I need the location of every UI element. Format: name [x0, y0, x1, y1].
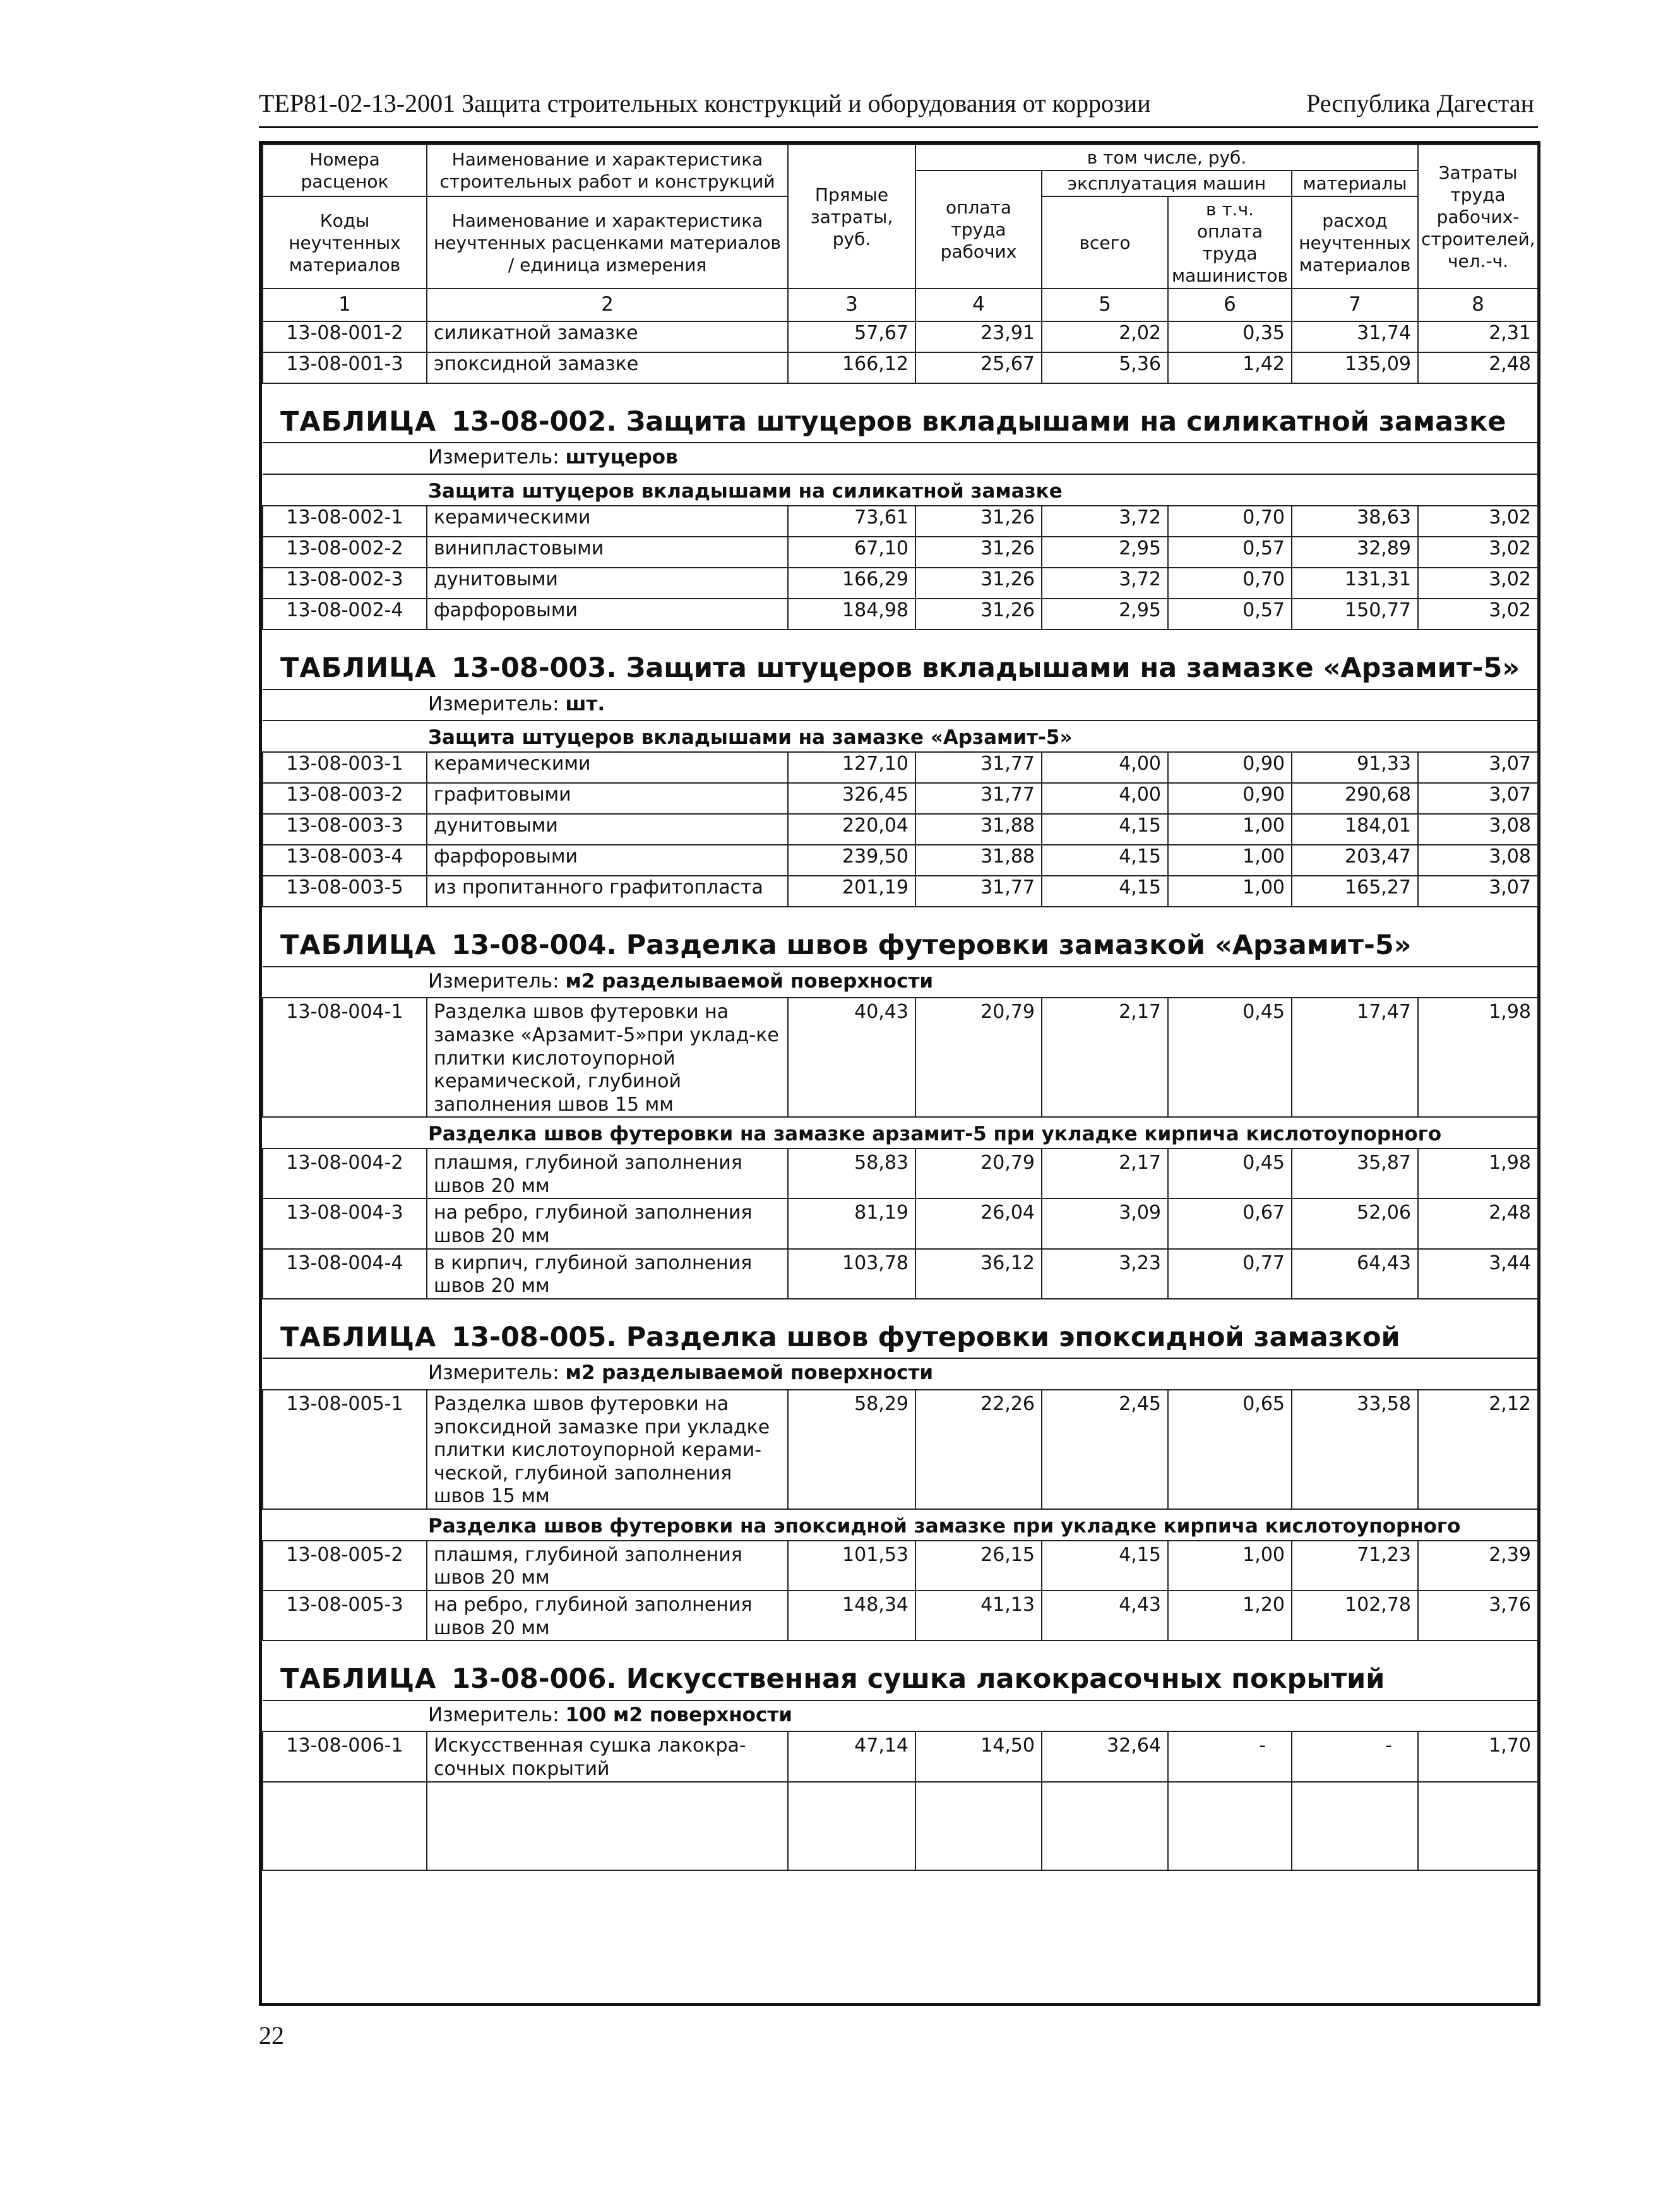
operator-wages-cell: 0,77 — [1168, 1249, 1292, 1299]
rate-name-cell: плашмя, глубиной заполнения швов 20 мм — [427, 1149, 788, 1198]
wages-cell: 26,04 — [915, 1198, 1042, 1248]
empty-cell — [1418, 1782, 1538, 1870]
operator-wages-cell: 1,00 — [1168, 1541, 1292, 1591]
machines-total-cell: 4,15 — [1042, 1541, 1168, 1591]
operator-wages-cell: 0,57 — [1168, 537, 1292, 568]
header-material-names: Наименование и характеристика неучтенных расценками материалов / единица измерения — [427, 196, 788, 289]
table-prefix: ТАБЛИЦА — [280, 929, 437, 962]
header-material-consumption: расход неучтенных материалов — [1292, 196, 1418, 289]
empty-cell — [1292, 1782, 1418, 1870]
wages-cell: 22,26 — [915, 1390, 1042, 1509]
table-number: 13-08-002. — [451, 406, 617, 438]
materials-cell: - — [1292, 1731, 1418, 1781]
header-operator-wages: в т.ч. оплата труда машинистов — [1168, 196, 1292, 289]
wages-cell: 31,88 — [915, 845, 1042, 876]
header-material-codes: Коды неучтенных материалов — [263, 196, 427, 289]
direct-cost-cell: 103,78 — [788, 1249, 915, 1299]
rate-name-cell: Искусственная сушка лакокра-сочных покрытий — [427, 1731, 788, 1781]
materials-cell: 131,31 — [1292, 568, 1418, 599]
rates-frame — [259, 141, 1540, 2006]
rate-code-cell: 13-08-003-2 — [263, 783, 427, 814]
materials-cell: 35,87 — [1292, 1149, 1418, 1198]
table-row — [263, 321, 1538, 352]
group-subtitle: Защита штуцеров вкладышами на силикатной замазке — [263, 474, 1538, 506]
materials-cell: 290,68 — [1292, 783, 1418, 814]
rate-code-cell: 13-08-004-4 — [263, 1249, 427, 1299]
operator-wages-cell: 1,00 — [1168, 845, 1292, 876]
meter-label: Измеритель: — [428, 1361, 559, 1385]
meter-value: 100 м2 поверхности — [565, 1703, 793, 1726]
labor-hours-cell: 2,31 — [1418, 321, 1538, 352]
meter-row — [263, 690, 1538, 721]
rate-name-cell: фарфоровыми — [427, 845, 788, 876]
table-title-cell — [263, 907, 1538, 966]
machines-total-cell: 32,64 — [1042, 1731, 1168, 1781]
table-title — [280, 1321, 1538, 1354]
machines-total-cell: 4,43 — [1042, 1591, 1168, 1640]
wages-cell: 31,77 — [915, 752, 1042, 783]
meter-label: Измеритель: — [428, 969, 559, 993]
table-row — [263, 1198, 1538, 1248]
table-row — [263, 876, 1538, 907]
operator-wages-cell: 0,90 — [1168, 783, 1292, 814]
meter — [428, 446, 1538, 470]
direct-cost-cell: 57,67 — [788, 321, 915, 352]
rate-name-cell: эпоксидной замазке — [427, 352, 788, 383]
rate-code-cell: 13-08-003-1 — [263, 752, 427, 783]
header-materials: материалы — [1292, 170, 1418, 196]
column-number: 6 — [1168, 289, 1292, 321]
rate-name-cell: плашмя, глубиной заполнения швов 20 мм — [427, 1541, 788, 1591]
empty-cell — [1168, 1782, 1292, 1870]
column-number: 2 — [427, 289, 788, 321]
group-subtitle: Защита штуцеров вкладышами на замазке «Арзамит-5» — [263, 720, 1538, 752]
operator-wages-cell: - — [1168, 1731, 1292, 1781]
table-row — [263, 599, 1538, 630]
rate-name-cell: Разделка швов футеровки на эпоксидной замазке при укладке плитки кислотоупорной керами-ческой, глубиной заполнения швов 15 мм — [427, 1390, 788, 1509]
labor-hours-cell: 3,44 — [1418, 1249, 1538, 1299]
direct-cost-cell: 47,14 — [788, 1731, 915, 1781]
operator-wages-cell: 0,70 — [1168, 568, 1292, 599]
labor-hours-cell: 3,07 — [1418, 783, 1538, 814]
table-name: Разделка швов футеровки замазкой «Арзамит-5» — [626, 929, 1412, 962]
empty-cell — [915, 1782, 1042, 1870]
header-including: в том числе, руб. — [915, 145, 1418, 170]
table-number: 13-08-003. — [451, 652, 617, 684]
rate-name-cell: Разделка швов футеровки на замазке «Арзамит-5»при уклад-ке плитки кислотоупорной керамической, глубиной заполнения швов 15 мм — [427, 998, 788, 1117]
wages-cell: 31,88 — [915, 814, 1042, 845]
operator-wages-cell: 0,35 — [1168, 321, 1292, 352]
empty-cell — [1042, 1782, 1168, 1870]
rate-name-cell: керамическими — [427, 506, 788, 537]
table-row — [263, 1249, 1538, 1299]
operator-wages-cell: 1,20 — [1168, 1591, 1292, 1640]
header-work-name: Наименование и характеристика строительных работ и конструкций — [427, 145, 788, 196]
column-number: 4 — [915, 289, 1042, 321]
table-name: Защита штуцеров вкладышами на силикатной замазке — [626, 406, 1506, 438]
table-prefix: ТАБЛИЦА — [280, 1663, 437, 1695]
meter-cell — [263, 690, 1538, 721]
direct-cost-cell: 184,98 — [788, 599, 915, 630]
direct-cost-cell: 166,12 — [788, 352, 915, 383]
header-machines: эксплуатация машин — [1042, 170, 1292, 196]
table-number: 13-08-004. — [451, 929, 617, 962]
rate-code-cell: 13-08-004-1 — [263, 998, 427, 1117]
table-name: Искусственная сушка лакокрасочных покрытий — [626, 1663, 1385, 1695]
labor-hours-cell: 2,48 — [1418, 352, 1538, 383]
labor-hours-cell: 1,98 — [1418, 998, 1538, 1117]
table-row — [263, 1731, 1538, 1781]
labor-hours-cell: 3,02 — [1418, 568, 1538, 599]
table-row — [263, 783, 1538, 814]
meter-row — [263, 1358, 1538, 1390]
table-title-cell — [263, 630, 1538, 689]
empty-cell — [788, 1782, 915, 1870]
meter — [428, 1361, 1538, 1385]
labor-hours-cell: 3,07 — [1418, 876, 1538, 907]
table-row — [263, 752, 1538, 783]
direct-cost-cell: 58,29 — [788, 1390, 915, 1509]
rate-code-cell: 13-08-001-3 — [263, 352, 427, 383]
operator-wages-cell: 0,90 — [1168, 752, 1292, 783]
rate-name-cell: керамическими — [427, 752, 788, 783]
column-numbers-row — [263, 289, 1538, 321]
meter-value: штуцеров — [565, 446, 678, 469]
header-rule — [259, 126, 1538, 128]
operator-wages-cell: 0,67 — [1168, 1198, 1292, 1248]
table-title-cell — [263, 1640, 1538, 1700]
column-number: 3 — [788, 289, 915, 321]
rate-code-cell: 13-08-002-2 — [263, 537, 427, 568]
wages-cell: 31,26 — [915, 537, 1042, 568]
table-title — [280, 405, 1538, 438]
machines-total-cell: 4,15 — [1042, 845, 1168, 876]
header-direct-costs: Прямые затраты, руб. — [788, 145, 915, 289]
table-title-cell — [263, 1299, 1538, 1358]
wages-cell: 31,77 — [915, 783, 1042, 814]
labor-hours-cell: 1,98 — [1418, 1149, 1538, 1198]
machines-total-cell: 3,09 — [1042, 1198, 1168, 1248]
document-title: ТЕР81-02-13-2001 Защита строительных конструкций и оборудования от коррозии — [259, 89, 1151, 117]
page-header — [259, 88, 1534, 124]
empty-cell — [427, 1782, 788, 1870]
rates-table-body — [263, 145, 1538, 1870]
group-subtitle-row — [263, 1509, 1538, 1541]
materials-cell: 38,63 — [1292, 506, 1418, 537]
operator-wages-cell: 0,57 — [1168, 599, 1292, 630]
rate-name-cell: дунитовыми — [427, 568, 788, 599]
machines-total-cell: 3,72 — [1042, 506, 1168, 537]
machines-total-cell: 2,95 — [1042, 537, 1168, 568]
meter-row — [263, 443, 1538, 474]
table-row — [263, 537, 1538, 568]
table-row — [263, 1591, 1538, 1640]
table-row — [263, 1149, 1538, 1198]
operator-wages-cell: 0,65 — [1168, 1390, 1292, 1509]
column-number: 8 — [1418, 289, 1538, 321]
labor-hours-cell: 3,02 — [1418, 506, 1538, 537]
wages-cell: 25,67 — [915, 352, 1042, 383]
rate-code-cell: 13-08-001-2 — [263, 321, 427, 352]
direct-cost-cell: 67,10 — [788, 537, 915, 568]
rate-code-cell: 13-08-003-3 — [263, 814, 427, 845]
table-title-row — [263, 1299, 1538, 1358]
group-subtitle: Разделка швов футеровки на замазке арзамит-5 при укладке кирпича кислотоупорного — [263, 1117, 1538, 1149]
machines-total-cell: 4,15 — [1042, 814, 1168, 845]
table-title-row — [263, 907, 1538, 966]
direct-cost-cell: 81,19 — [788, 1198, 915, 1248]
wages-cell: 23,91 — [915, 321, 1042, 352]
table-title — [280, 652, 1538, 684]
rate-code-cell: 13-08-005-3 — [263, 1591, 427, 1640]
operator-wages-cell: 1,42 — [1168, 352, 1292, 383]
rate-code-cell: 13-08-004-3 — [263, 1198, 427, 1248]
wages-cell: 14,50 — [915, 1731, 1042, 1781]
meter-row — [263, 1700, 1538, 1732]
empty-cell — [263, 1782, 427, 1870]
materials-cell: 102,78 — [1292, 1591, 1418, 1640]
wages-cell: 31,26 — [915, 568, 1042, 599]
column-number: 1 — [263, 289, 427, 321]
column-number: 7 — [1292, 289, 1418, 321]
group-subtitle-row — [263, 1117, 1538, 1149]
table-row — [263, 506, 1538, 537]
wages-cell: 26,15 — [915, 1541, 1042, 1591]
header-row-1 — [263, 145, 1538, 170]
materials-cell: 91,33 — [1292, 752, 1418, 783]
meter-cell — [263, 1358, 1538, 1390]
table-name: Разделка швов футеровки эпоксидной замазкой — [626, 1321, 1400, 1353]
labor-hours-cell: 3,08 — [1418, 845, 1538, 876]
machines-total-cell: 4,00 — [1042, 752, 1168, 783]
rate-name-cell: винипластовыми — [427, 537, 788, 568]
labor-hours-cell: 2,12 — [1418, 1390, 1538, 1509]
meter-cell — [263, 443, 1538, 474]
machines-total-cell: 2,17 — [1042, 998, 1168, 1117]
rate-code-cell: 13-08-002-1 — [263, 506, 427, 537]
meter-value: м2 разделываемой поверхности — [565, 1361, 934, 1385]
wages-cell: 41,13 — [915, 1591, 1042, 1640]
wages-cell: 31,26 — [915, 599, 1042, 630]
labor-hours-cell: 2,48 — [1418, 1198, 1538, 1248]
direct-cost-cell: 40,43 — [788, 998, 915, 1117]
rate-code-cell: 13-08-004-2 — [263, 1149, 427, 1198]
group-subtitle: Разделка швов футеровки на эпоксидной замазке при укладке кирпича кислотоупорного — [263, 1509, 1538, 1541]
wages-cell: 31,26 — [915, 506, 1042, 537]
table-title — [280, 1663, 1538, 1695]
direct-cost-cell: 201,19 — [788, 876, 915, 907]
materials-cell: 203,47 — [1292, 845, 1418, 876]
operator-wages-cell: 0,45 — [1168, 1149, 1292, 1198]
rate-code-cell: 13-08-006-1 — [263, 1731, 427, 1781]
rate-name-cell: фарфоровыми — [427, 599, 788, 630]
direct-cost-cell: 101,53 — [788, 1541, 915, 1591]
materials-cell: 52,06 — [1292, 1198, 1418, 1248]
table-prefix: ТАБЛИЦА — [280, 652, 437, 684]
meter-value: м2 разделываемой поверхности — [565, 969, 934, 993]
materials-cell: 32,89 — [1292, 537, 1418, 568]
rate-name-cell: на ребро, глубиной заполнения швов 20 мм — [427, 1198, 788, 1248]
direct-cost-cell: 239,50 — [788, 845, 915, 876]
operator-wages-cell: 1,00 — [1168, 876, 1292, 907]
wages-cell: 31,77 — [915, 876, 1042, 907]
table-title-cell — [263, 383, 1538, 443]
region-label: Республика Дагестан — [1306, 89, 1534, 117]
meter — [428, 970, 1538, 994]
rate-name-cell: графитовыми — [427, 783, 788, 814]
rate-code-cell: 13-08-002-4 — [263, 599, 427, 630]
meter — [428, 693, 1538, 717]
table-title-row — [263, 383, 1538, 443]
machines-total-cell: 4,15 — [1042, 876, 1168, 907]
wages-cell: 20,79 — [915, 1149, 1042, 1198]
group-subtitle-row — [263, 474, 1538, 506]
operator-wages-cell: 0,70 — [1168, 506, 1292, 537]
materials-cell: 150,77 — [1292, 599, 1418, 630]
table-row — [263, 1541, 1538, 1591]
labor-hours-cell: 3,02 — [1418, 599, 1538, 630]
operator-wages-cell: 0,45 — [1168, 998, 1292, 1117]
machines-total-cell: 4,00 — [1042, 783, 1168, 814]
group-subtitle-row — [263, 720, 1538, 752]
empty-row — [263, 1782, 1538, 1870]
materials-cell: 64,43 — [1292, 1249, 1418, 1299]
machines-total-cell: 5,36 — [1042, 352, 1168, 383]
page-number: 22 — [259, 2021, 284, 2050]
labor-hours-cell: 1,70 — [1418, 1731, 1538, 1781]
table-row — [263, 845, 1538, 876]
meter — [428, 1704, 1538, 1728]
direct-cost-cell: 127,10 — [788, 752, 915, 783]
table-row — [263, 352, 1538, 383]
labor-hours-cell: 3,07 — [1418, 752, 1538, 783]
labor-hours-cell: 3,76 — [1418, 1591, 1538, 1640]
direct-cost-cell: 326,45 — [788, 783, 915, 814]
meter-row — [263, 967, 1538, 998]
table-name: Защита штуцеров вкладышами на замазке «Арзамит-5» — [626, 652, 1520, 684]
rate-code-cell: 13-08-003-4 — [263, 845, 427, 876]
table-title — [280, 929, 1538, 962]
machines-total-cell: 2,02 — [1042, 321, 1168, 352]
rate-code-cell: 13-08-003-5 — [263, 876, 427, 907]
rate-code-cell: 13-08-005-1 — [263, 1390, 427, 1509]
table-row — [263, 814, 1538, 845]
materials-cell: 17,47 — [1292, 998, 1418, 1117]
table-row — [263, 1390, 1538, 1509]
rate-name-cell: из пропитанного графитопласта — [427, 876, 788, 907]
direct-cost-cell: 220,04 — [788, 814, 915, 845]
header-machines-total: всего — [1042, 196, 1168, 289]
column-number: 5 — [1042, 289, 1168, 321]
materials-cell: 71,23 — [1292, 1541, 1418, 1591]
operator-wages-cell: 1,00 — [1168, 814, 1292, 845]
labor-hours-cell: 2,39 — [1418, 1541, 1538, 1591]
header-wages: оплата труда рабочих — [915, 170, 1042, 289]
table-title-row — [263, 630, 1538, 689]
table-number: 13-08-006. — [451, 1663, 617, 1695]
labor-hours-cell: 3,08 — [1418, 814, 1538, 845]
table-title-row — [263, 1640, 1538, 1700]
materials-cell: 31,74 — [1292, 321, 1418, 352]
materials-cell: 135,09 — [1292, 352, 1418, 383]
header-rate-numbers: Номера расценок — [263, 145, 427, 196]
meter-label: Измеритель: — [428, 446, 559, 469]
machines-total-cell: 2,17 — [1042, 1149, 1168, 1198]
meter-cell — [263, 1700, 1538, 1732]
rate-name-cell: в кирпич, глубиной заполнения швов 20 мм — [427, 1249, 788, 1299]
rate-name-cell: силикатной замазке — [427, 321, 788, 352]
machines-total-cell: 3,23 — [1042, 1249, 1168, 1299]
table-prefix: ТАБЛИЦА — [280, 1321, 437, 1353]
materials-cell: 184,01 — [1292, 814, 1418, 845]
machines-total-cell: 2,95 — [1042, 599, 1168, 630]
meter-cell — [263, 967, 1538, 998]
materials-cell: 33,58 — [1292, 1390, 1418, 1509]
direct-cost-cell: 73,61 — [788, 506, 915, 537]
meter-label: Измеритель: — [428, 692, 559, 715]
direct-cost-cell: 58,83 — [788, 1149, 915, 1198]
machines-total-cell: 3,72 — [1042, 568, 1168, 599]
meter-label: Измеритель: — [428, 1703, 559, 1726]
rates-table — [262, 144, 1539, 1871]
machines-total-cell: 2,45 — [1042, 1390, 1168, 1509]
labor-hours-cell: 3,02 — [1418, 537, 1538, 568]
rate-code-cell: 13-08-005-2 — [263, 1541, 427, 1591]
rate-name-cell: дунитовыми — [427, 814, 788, 845]
wages-cell: 36,12 — [915, 1249, 1042, 1299]
wages-cell: 20,79 — [915, 998, 1042, 1117]
table-prefix: ТАБЛИЦА — [280, 406, 437, 438]
table-number: 13-08-005. — [451, 1321, 617, 1353]
table-row — [263, 998, 1538, 1117]
materials-cell: 165,27 — [1292, 876, 1418, 907]
direct-cost-cell: 148,34 — [788, 1591, 915, 1640]
header-labor-costs: Затраты труда рабочих-строителей, чел.-ч. — [1418, 145, 1538, 289]
rate-code-cell: 13-08-002-3 — [263, 568, 427, 599]
direct-cost-cell: 166,29 — [788, 568, 915, 599]
meter-value: шт. — [565, 692, 605, 715]
rate-name-cell: на ребро, глубиной заполнения швов 20 мм — [427, 1591, 788, 1640]
table-row — [263, 568, 1538, 599]
